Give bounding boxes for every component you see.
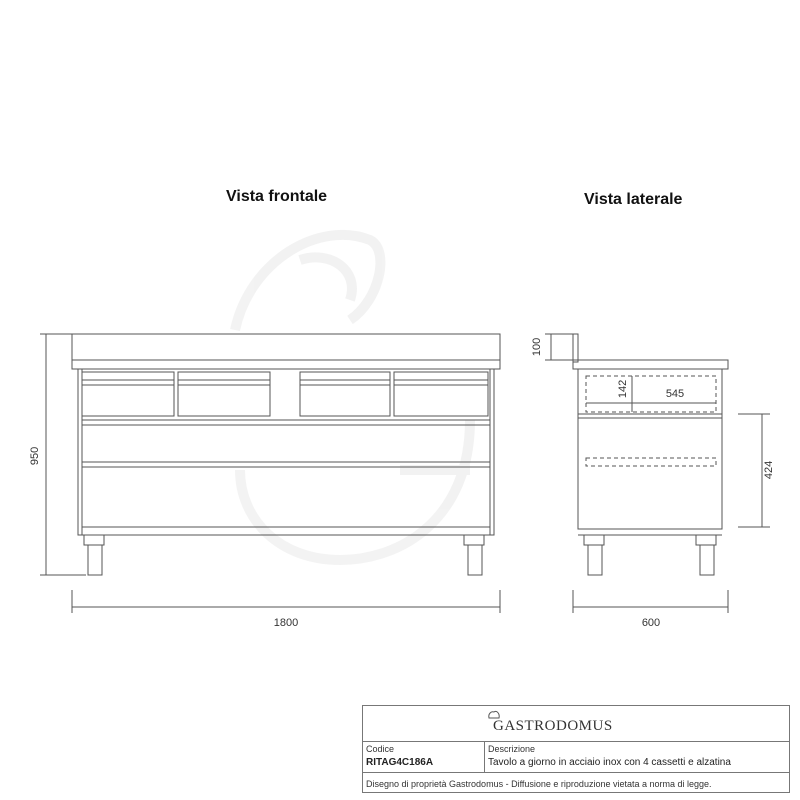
foot [464, 535, 484, 545]
front-worktop [72, 360, 500, 369]
drawer-depth-label: 545 [665, 388, 685, 400]
side-feet [584, 535, 716, 575]
codice-value: RITAG4C186A [366, 757, 434, 768]
codice-label: Codice [366, 744, 395, 754]
brand-logo: GASTRODOMUS [493, 718, 613, 734]
foot [468, 545, 482, 575]
side-body [578, 369, 722, 529]
side-view [573, 334, 728, 575]
front-left-panel [78, 369, 82, 535]
descrizione-label: Descrizione [488, 744, 536, 754]
front-view-title: Vista frontale [226, 188, 328, 205]
foot [700, 545, 714, 575]
width-side-label: 600 [641, 617, 661, 629]
title-block [362, 705, 790, 793]
drawer-front [82, 372, 174, 416]
side-shelf-outline [586, 458, 716, 466]
front-top-backsplash [72, 334, 500, 360]
foot [588, 545, 602, 575]
backsplash-label: 100 [531, 337, 543, 357]
width-front-label: 1800 [273, 617, 299, 629]
side-upstand [573, 334, 578, 362]
drawer-front [178, 372, 270, 416]
height-label: 950 [29, 446, 41, 466]
logo-row [363, 706, 789, 742]
descrizione-cell [485, 741, 789, 773]
foot [88, 545, 102, 575]
descrizione-value: Tavolo a giorno in acciaio inox con 4 cassetti e alzatina [488, 757, 731, 768]
front-dimension-width [72, 590, 500, 613]
drawer-front [394, 372, 488, 416]
front-drawers [82, 372, 488, 416]
foot [84, 535, 104, 545]
side-drawer-outline [586, 376, 716, 412]
drawer-height-label: 142 [617, 379, 629, 399]
side-worktop [573, 360, 728, 369]
front-view [72, 334, 500, 575]
foot [696, 535, 716, 545]
front-right-panel [490, 369, 494, 535]
side-dimension-width [573, 590, 728, 613]
codice-cell [363, 741, 485, 773]
drawer-front [300, 372, 390, 416]
front-dimension-height [40, 334, 86, 575]
foot [584, 535, 604, 545]
side-dimension-backsplash [545, 334, 573, 360]
side-view-title: Vista laterale [584, 191, 683, 208]
shelf-height-label: 424 [763, 460, 775, 480]
copyright-footer: Disegno di proprietà Gastrodomus - Diffusione e riproduzione vietata a norma di legge. [366, 779, 712, 789]
